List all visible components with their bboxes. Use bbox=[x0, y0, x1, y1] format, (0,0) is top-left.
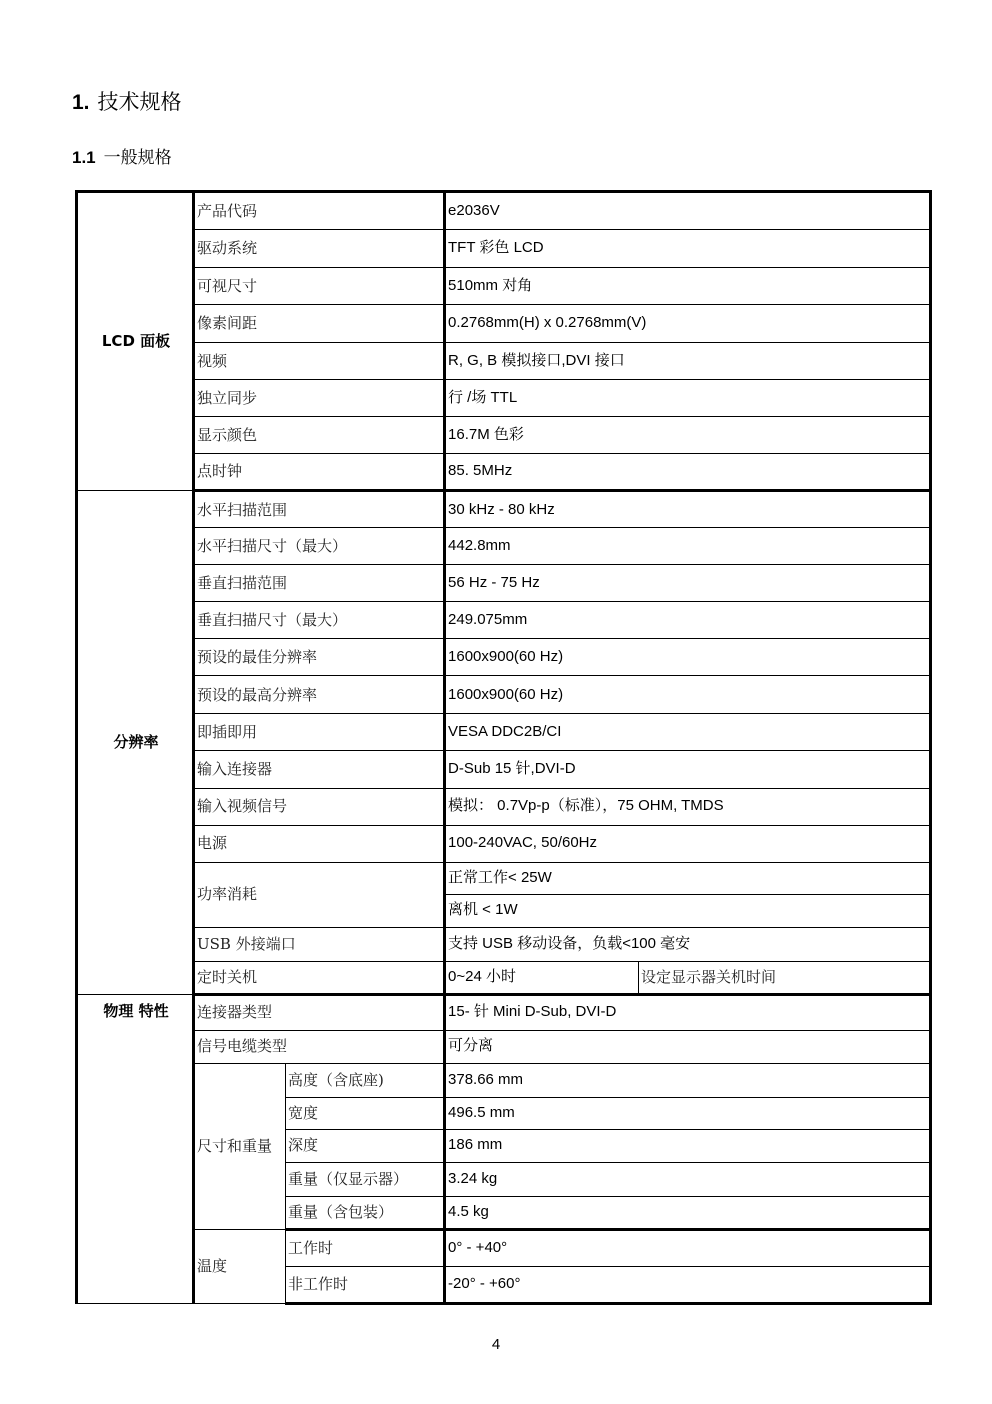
section-physical: 物理 特性 bbox=[77, 994, 194, 1303]
spec-value: 离机 < 1W bbox=[445, 894, 931, 927]
table-row bbox=[77, 1229, 931, 1266]
spec-value: 1600x900(60 Hz) bbox=[445, 639, 931, 676]
spec-value: 行 /场 TTL bbox=[445, 380, 931, 417]
table-row bbox=[77, 602, 931, 639]
spec-value: 模拟： 0.7Vp-p（标准），75 OHM, TMDS bbox=[445, 788, 931, 825]
spec-value: 442.8mm bbox=[445, 528, 931, 565]
spec-label: 驱动系统 bbox=[194, 230, 445, 268]
spec-value: TFT 彩色 LCD bbox=[445, 230, 931, 268]
spec-label: 信号电缆类型 bbox=[194, 1030, 445, 1063]
table-row bbox=[77, 565, 931, 602]
spec-label: USB 外接端口 bbox=[194, 927, 445, 961]
spec-value: e2036V bbox=[445, 192, 931, 230]
table-row bbox=[77, 1063, 931, 1097]
table-row bbox=[77, 192, 931, 230]
spec-sublabel: 深度 bbox=[286, 1129, 445, 1162]
spec-value: D-Sub 15 针,DVI-D bbox=[445, 751, 931, 788]
spec-value: 100-240VAC, 50/60Hz bbox=[445, 825, 931, 862]
spec-value: 16.7M 色彩 bbox=[445, 417, 931, 454]
spec-label: 独立同步 bbox=[194, 380, 445, 417]
spec-table bbox=[75, 190, 932, 1305]
spec-value: 0~24 小时 bbox=[445, 961, 639, 994]
spec-label: 预设的最佳分辨率 bbox=[194, 639, 445, 676]
spec-label: 垂直扫描范围 bbox=[194, 565, 445, 602]
table-row bbox=[77, 825, 931, 862]
spec-label: 水平扫描范围 bbox=[194, 491, 445, 528]
spec-label: 产品代码 bbox=[194, 192, 445, 230]
table-row bbox=[77, 417, 931, 454]
subsection-heading bbox=[72, 143, 172, 168]
table-row bbox=[77, 961, 931, 994]
spec-value: 4.5 kg bbox=[445, 1196, 931, 1229]
table-row bbox=[77, 491, 931, 528]
section-heading bbox=[72, 86, 182, 116]
spec-value: R, G, B 模拟接口,DVI 接口 bbox=[445, 343, 931, 380]
spec-value: 可分离 bbox=[445, 1030, 931, 1063]
spec-value: 15- 针 Mini D-Sub, DVI-D bbox=[445, 994, 931, 1030]
spec-label: 即插即用 bbox=[194, 714, 445, 751]
spec-label: 预设的最高分辨率 bbox=[194, 676, 445, 714]
spec-value: 56 Hz - 75 Hz bbox=[445, 565, 931, 602]
spec-value: 3.24 kg bbox=[445, 1162, 931, 1196]
subsection-heading-number: 1.1 bbox=[72, 148, 96, 167]
table-row bbox=[77, 305, 931, 343]
spec-value: 510mm 对角 bbox=[445, 268, 931, 305]
table-row bbox=[77, 927, 931, 961]
spec-sublabel: 高度（含底座) bbox=[286, 1063, 445, 1097]
spec-label: 水平扫描尺寸（最大） bbox=[194, 528, 445, 565]
spec-label: 功率消耗 bbox=[194, 862, 445, 927]
spec-label: 输入视频信号 bbox=[194, 788, 445, 825]
table-row bbox=[77, 230, 931, 268]
spec-value: 支持 USB 移动设备，负载<100 毫安 bbox=[445, 927, 931, 961]
spec-sublabel: 宽度 bbox=[286, 1097, 445, 1129]
spec-label: 温度 bbox=[194, 1229, 286, 1303]
spec-value: 496.5 mm bbox=[445, 1097, 931, 1129]
table-row bbox=[77, 639, 931, 676]
section-heading-title: 技术规格 bbox=[97, 90, 182, 114]
table-row bbox=[77, 380, 931, 417]
section-lcd-panel: LCD 面板 bbox=[77, 192, 194, 491]
spec-label: 可视尺寸 bbox=[194, 268, 445, 305]
table-row bbox=[77, 788, 931, 825]
table-row bbox=[77, 862, 931, 894]
table-row bbox=[77, 751, 931, 788]
spec-label: 显示颜色 bbox=[194, 417, 445, 454]
spec-value: 0° - +40° bbox=[445, 1229, 931, 1266]
table-row bbox=[77, 268, 931, 305]
table-row bbox=[77, 528, 931, 565]
page-number: 4 bbox=[491, 1336, 501, 1353]
spec-label: 输入连接器 bbox=[194, 751, 445, 788]
spec-value: 0.2768mm(H) x 0.2768mm(V) bbox=[445, 305, 931, 343]
section-heading-number: 1. bbox=[72, 91, 90, 114]
spec-value: 378.66 mm bbox=[445, 1063, 931, 1097]
spec-label: 点时钟 bbox=[194, 454, 445, 491]
subsection-heading-title: 一般规格 bbox=[103, 148, 172, 168]
spec-value: 85. 5MHz bbox=[445, 454, 931, 491]
spec-label: 连接器类型 bbox=[194, 994, 445, 1030]
spec-label: 电源 bbox=[194, 825, 445, 862]
spec-label: 尺寸和重量 bbox=[194, 1063, 286, 1229]
table-row bbox=[77, 1030, 931, 1063]
spec-value: 186 mm bbox=[445, 1129, 931, 1162]
spec-sublabel: 工作时 bbox=[286, 1229, 445, 1266]
spec-sublabel: 非工作时 bbox=[286, 1266, 445, 1303]
spec-value: 249.075mm bbox=[445, 602, 931, 639]
spec-value: 30 kHz - 80 kHz bbox=[445, 491, 931, 528]
spec-value: VESA DDC2B/CI bbox=[445, 714, 931, 751]
table-row bbox=[77, 676, 931, 714]
spec-value: 设定显示器关机时间 bbox=[639, 961, 931, 994]
spec-value: -20° - +60° bbox=[445, 1266, 931, 1303]
table-row bbox=[77, 343, 931, 380]
spec-value: 1600x900(60 Hz) bbox=[445, 676, 931, 714]
spec-label: 像素间距 bbox=[194, 305, 445, 343]
spec-sublabel: 重量（仅显示器） bbox=[286, 1162, 445, 1196]
table-row bbox=[77, 994, 931, 1030]
section-resolution: 分辨率 bbox=[77, 491, 194, 994]
table-row bbox=[77, 454, 931, 491]
spec-sublabel: 重量（含包装） bbox=[286, 1196, 445, 1229]
spec-value: 正常工作< 25W bbox=[445, 862, 931, 894]
spec-label: 定时关机 bbox=[194, 961, 445, 994]
spec-label: 视频 bbox=[194, 343, 445, 380]
spec-label: 垂直扫描尺寸（最大） bbox=[194, 602, 445, 639]
table-row bbox=[77, 714, 931, 751]
